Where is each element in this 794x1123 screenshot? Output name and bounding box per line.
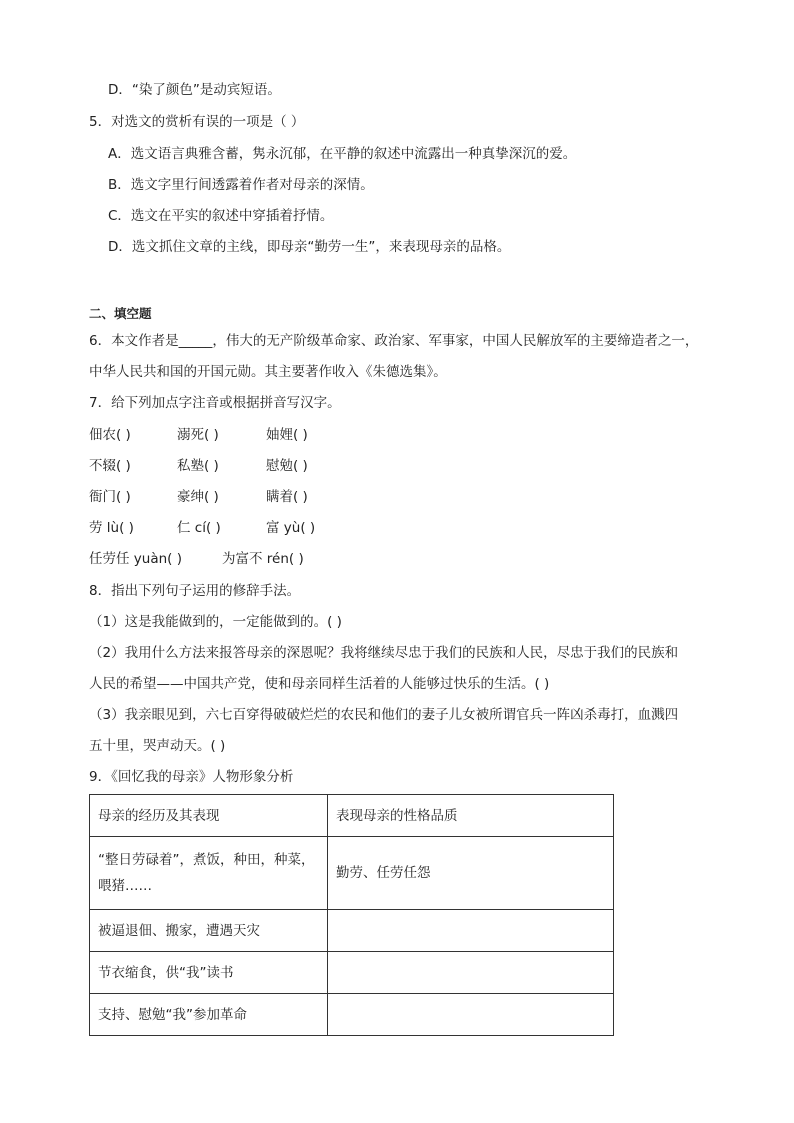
q7-item: 佃农( )	[89, 427, 131, 443]
q8-item3-line1: （3）我亲眼见到，六七百穿得破破烂烂的农民和他们的妻子儿女被所谓官兵一阵凶杀毒打，血溅四	[89, 707, 679, 723]
q7-item: 豪绅( )	[177, 489, 219, 505]
table-cell-blank	[328, 994, 614, 1036]
table-row	[90, 952, 614, 994]
q7-item: 瞒着( )	[266, 489, 308, 505]
q7-item: 私塾( )	[177, 458, 219, 474]
q5-option-b: B．选文字里行间透露着作者对母亲的深情。	[108, 177, 374, 193]
q8-item2-line2: 人民的希望——中国共产党，使和母亲同样生活着的人能够过快乐的生活。( )	[89, 676, 550, 692]
table-header-cell: 表现母亲的性格品质	[328, 795, 614, 837]
table-cell-blank	[328, 910, 614, 952]
table-row	[90, 837, 614, 910]
section-title-fill-in: 二、填空题	[89, 306, 152, 321]
q8-item1: （1）这是我能做到的，一定能做到的。( )	[89, 614, 342, 630]
q9-stem: 9．《回忆我的母亲》人物形象分析	[89, 769, 294, 785]
q8-stem: 8．指出下列句子运用的修辞手法。	[89, 583, 301, 599]
q6-line2: 中华人民共和国的开国元勋。其主要著作收入《朱德选集》。	[89, 364, 447, 380]
q7-item: 为富不 rén( )	[222, 551, 304, 567]
q7-item: 劳 lù( )	[89, 520, 134, 536]
table-cell: 节衣缩食，供“我”读书	[90, 952, 328, 994]
q8-item3-line2: 五十里，哭声动天。( )	[89, 738, 226, 754]
q8-item2-line1: （2）我用什么方法来报答母亲的深恩呢？我将继续尽忠于我们的民族和人民，尽忠于我们的民族和	[89, 645, 679, 661]
q5-option-d: D．选文抓住文章的主线，即母亲“勤劳一生”，来表现母亲的品格。	[108, 239, 511, 255]
q7-item: 任劳任 yuàn( )	[89, 551, 182, 567]
character-analysis-table	[89, 794, 614, 1036]
q7-item: 富 yù( )	[266, 520, 316, 536]
q7-item: 慰勉( )	[266, 458, 308, 474]
table-cell: “整日劳碌着”，煮饭，种田，种菜，喂猪……	[90, 837, 328, 910]
table-cell: 勤劳、任劳任怨	[328, 837, 614, 910]
q5-option-a: A．选文语言典雅含蓄，隽永沉郁，在平静的叙述中流露出一种真挚深沉的爱。	[108, 146, 577, 162]
q4-option-d: D．“染了颜色”是动宾短语。	[108, 82, 281, 98]
q7-item: 衙门( )	[89, 489, 131, 505]
table-header-cell: 母亲的经历及其表现	[90, 795, 328, 837]
table-cell-blank	[328, 952, 614, 994]
q5-option-c: C．选文在平实的叙述中穿插着抒情。	[108, 208, 334, 224]
q5-stem: 5．对选文的赏析有误的一项是（ ）	[89, 114, 305, 130]
q7-item: 仁 cí( )	[177, 520, 221, 536]
table-header-row	[90, 795, 614, 837]
table-row	[90, 994, 614, 1036]
q7-stem: 7．给下列加点字注音或根据拼音写汉字。	[89, 395, 341, 411]
table-cell: 支持、慰勉“我”参加革命	[90, 994, 328, 1036]
table-cell: 被逼退佃、搬家，遭遇天灾	[90, 910, 328, 952]
table-row	[90, 910, 614, 952]
q7-item: 溺死( )	[177, 427, 219, 443]
q7-item: 妯娌( )	[266, 427, 308, 443]
q7-item: 不辍( )	[89, 458, 131, 474]
q6-line1: 6．本文作者是_____，伟大的无产阶级革命家、政治家、军事家，中国人民解放军的主要缔造者之一，	[89, 333, 699, 349]
